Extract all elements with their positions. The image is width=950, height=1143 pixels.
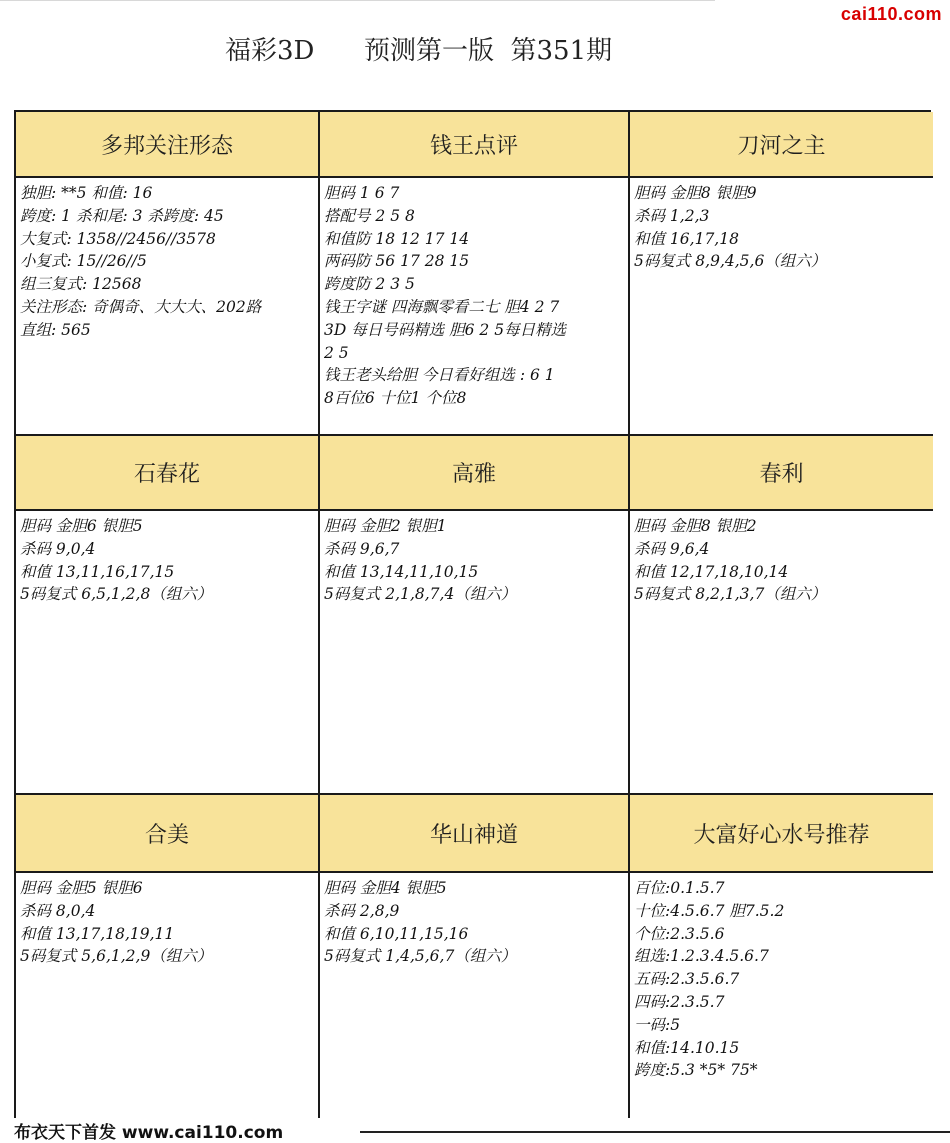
panel-title-qianwang: 钱王点评 bbox=[320, 112, 630, 178]
prediction-line: 胆码 金胆8 银胆9 bbox=[634, 184, 757, 202]
prediction-line: 5码复式 6,5,1,2,8（组六） bbox=[20, 585, 213, 604]
prediction-line: 一码:5 bbox=[634, 1015, 681, 1034]
prediction-line: 杀码 2,8,9 bbox=[324, 901, 400, 920]
prediction-line: 小复式: 15//26//5 bbox=[20, 252, 147, 271]
prediction-line: 和值防 18 12 17 14 bbox=[324, 229, 470, 248]
prediction-line: 四码:2.3.5.7 bbox=[634, 992, 725, 1011]
prediction-line: 胆码 金胆2 银胆1 bbox=[324, 517, 447, 535]
prediction-line: 组三复式: 12568 bbox=[20, 275, 142, 294]
prediction-line: 钱王老头给胆 今日看好组选 : 6 1 bbox=[324, 366, 555, 385]
prediction-line: 杀码 8,0,4 bbox=[20, 901, 96, 920]
panel-title-daohe: 刀河之主 bbox=[630, 112, 933, 178]
prediction-line: 杀码 9,6,7 bbox=[324, 539, 400, 558]
panel-body-duobang bbox=[16, 178, 320, 436]
prediction-line: 关注形态: 奇偶奇、大大大、202路 bbox=[20, 297, 262, 316]
prediction-line: 跨度: 1 杀和尾: 3 杀跨度: 45 bbox=[20, 206, 224, 225]
prediction-line: 胆码 1 6 7 bbox=[324, 184, 400, 202]
panel-title-huashan: 华山神道 bbox=[320, 795, 630, 873]
prediction-line: 杀码 9,0,4 bbox=[20, 539, 96, 558]
prediction-line: 5码复式 2,1,8,7,4（组六） bbox=[324, 585, 517, 604]
panel-title-dafu: 大富好心水号推荐 bbox=[630, 795, 933, 873]
prediction-line: 胆码 金胆4 银胆5 bbox=[324, 879, 447, 897]
prediction-line: 3D 每日号码精选 胆6 2 5每日精选 bbox=[324, 320, 567, 339]
prediction-line: 两码防 56 17 28 15 bbox=[324, 252, 470, 271]
panel-title-shichunhua: 石春花 bbox=[16, 436, 320, 511]
prediction-line: 5码复式 5,6,1,2,9（组六） bbox=[20, 947, 213, 966]
page-title: 福彩3D 预测第一版 第351期 bbox=[225, 36, 613, 66]
prediction-line: 胆码 金胆6 银胆5 bbox=[20, 517, 143, 535]
footer-credit: 布衣天下首发 www.cai110.com bbox=[14, 1123, 284, 1143]
prediction-line: 百位:0.1.5.7 bbox=[634, 879, 725, 897]
panel-title-duobang: 多邦关注形态 bbox=[16, 112, 320, 178]
prediction-line: 直组: 565 bbox=[20, 320, 91, 339]
panel-body-chunli bbox=[630, 511, 933, 795]
prediction-line: 胆码 金胆5 银胆6 bbox=[20, 879, 143, 897]
prediction-line: 十位:4.5.6.7 胆7.5.2 bbox=[634, 901, 785, 920]
prediction-line: 5码复式 8,2,1,3,7（组六） bbox=[634, 585, 827, 604]
prediction-line: 5码复式 1,4,5,6,7（组六） bbox=[324, 947, 517, 966]
prediction-line: 胆码 金胆8 银胆2 bbox=[634, 517, 757, 535]
panel-body-gaoya bbox=[320, 511, 630, 795]
prediction-line: 杀码 1,2,3 bbox=[634, 206, 710, 225]
prediction-line: 五码:2.3.5.6.7 bbox=[634, 970, 740, 989]
panel-body-qianwang bbox=[320, 178, 630, 436]
panel-title-chunli: 春利 bbox=[630, 436, 933, 511]
prediction-line: 5码复式 8,9,4,5,6（组六） bbox=[634, 252, 827, 271]
prediction-line: 和值 6,10,11,15,16 bbox=[324, 924, 469, 943]
prediction-line: 2 5 bbox=[324, 343, 349, 362]
prediction-line: 跨度防 2 3 5 bbox=[324, 275, 415, 294]
prediction-line: 和值 13,11,16,17,15 bbox=[20, 562, 175, 581]
panel-body-shichunhua bbox=[16, 511, 320, 795]
prediction-line: 个位:2.3.5.6 bbox=[634, 924, 725, 943]
panel-body-daohe bbox=[630, 178, 933, 436]
prediction-line: 8百位6 十位1 个位8 bbox=[324, 389, 467, 408]
prediction-line: 钱王字谜 四海飘零看二七 胆4 2 7 bbox=[324, 297, 560, 316]
prediction-line: 独胆: **5 和值: 16 bbox=[20, 184, 153, 202]
prediction-line: 和值 12,17,18,10,14 bbox=[634, 562, 789, 581]
prediction-line: 和值:14.10.15 bbox=[634, 1038, 740, 1057]
footer-rule bbox=[360, 1131, 950, 1133]
top-rule bbox=[0, 0, 715, 1]
prediction-grid bbox=[14, 110, 931, 1118]
prediction-line: 大复式: 1358//2456//3578 bbox=[20, 229, 216, 248]
prediction-line: 和值 13,17,18,19,11 bbox=[20, 924, 175, 943]
prediction-line: 和值 16,17,18 bbox=[634, 229, 739, 248]
site-watermark: cai110.com bbox=[840, 4, 942, 24]
panel-body-huashan bbox=[320, 873, 630, 1118]
prediction-line: 和值 13,14,11,10,15 bbox=[324, 562, 479, 581]
panel-title-gaoya: 高雅 bbox=[320, 436, 630, 511]
panel-body-hemei bbox=[16, 873, 320, 1118]
panel-body-dafu bbox=[630, 873, 933, 1118]
prediction-line: 组选:1.2.3.4.5.6.7 bbox=[634, 947, 769, 966]
prediction-line: 杀码 9,6,4 bbox=[634, 539, 710, 558]
prediction-line: 搭配号 2 5 8 bbox=[324, 206, 415, 225]
panel-title-hemei: 合美 bbox=[16, 795, 320, 873]
prediction-line: 跨度:5.3 *5* 75* bbox=[634, 1061, 758, 1080]
